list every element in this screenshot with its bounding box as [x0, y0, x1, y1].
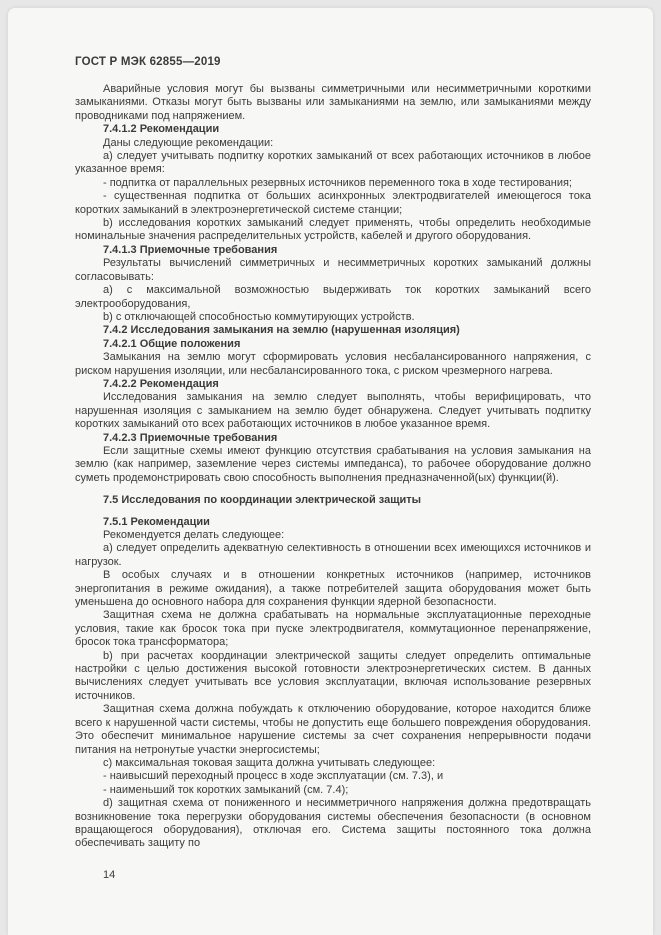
document-header: ГОСТ Р МЭК 62855—2019 — [75, 56, 221, 68]
paragraph: Если защитные схемы имеют функцию отсутствия срабатывания на условия замыкания на землю (как например, заземление через системы импеданса), то рабочее оборудование должно суметь продемонстрировать свою способность выполнения предназначенной(ых) функции(й). — [75, 444, 591, 484]
clause-heading: 7.4.2.2 Рекомендация — [103, 377, 219, 390]
paragraph: b) с отключающей способностью коммутирующих устройств. — [103, 310, 415, 323]
paragraph: Исследования замыкания на землю следует выполнять, чтобы верифицировать, что нарушенная изоляция с замыканием на землю будет обнаружена. Следует учитывать подпитку коротких замыканий ото всех работающих источников в любое указанное время. — [75, 391, 591, 431]
clause-heading: 7.5.1 Рекомендации — [103, 515, 210, 528]
paragraph: c) максимальная токовая защита должна учитывать следующее: — [103, 756, 436, 769]
clause-heading: 7.4.2.3 Приемочные требования — [103, 431, 278, 444]
list-item: - подпитка от параллельных резервных источников переменного тока в ходе тестирования; — [103, 176, 572, 189]
clause-heading: 7.4.1.2 Рекомендации — [103, 123, 220, 136]
paragraph: Рекомендуется делать следующее: — [103, 529, 285, 541]
clause-heading: 7.4.1.3 Приемочные требования — [103, 243, 278, 256]
list-item: - наивысший переходный процесс в ходе эксплуатации (см. 7.3), и — [103, 770, 444, 783]
section-heading: 7.5 Исследования по координации электрической защиты — [103, 494, 422, 507]
list-item: - наименьший ток коротких замыканий (см. 7.4); — [103, 783, 349, 796]
paragraph: Защитная схема должна побуждать к отключению оборудование, которое находится ближе всего к нарушенной части системы, чтобы не допустить еще большего повреждения оборудования. Это обеспечит минимальное нарушение системы за счет сохранения непрерывности подачи питания на нетронутые участки энергосистемы; — [75, 703, 591, 756]
document-body — [75, 83, 591, 882]
paragraph: Результаты вычислений симметричных и несимметричных коротких замыканий должны согласовывать: — [75, 257, 591, 283]
clause-heading: 7.4.2.1 Общие положения — [103, 337, 241, 350]
paragraph: Даны следующие рекомендации: — [103, 136, 274, 149]
clause-heading: 7.4.2 Исследования замыкания на землю (нарушенная изоляция) — [103, 324, 460, 337]
page-number: 14 — [103, 868, 116, 881]
list-item: - существенная подпитка от больших асинхронных электродвигателей имеющегося тока коротких замыканий в электроэнергетической системе станции; — [75, 190, 591, 216]
paragraph: Аварийные условия могут бы вызваны симметричными или несимметричными короткими замыканиями. Отказы могут быть вызваны или замыканиями на землю, или замыканиями между проводниками под напряжением. — [75, 83, 591, 122]
paragraph: a) следует учитывать подпитку коротких замыканий от всех работающих источников в любое указанное время: — [75, 150, 591, 176]
paragraph: b) при расчетах координации электрической защиты следует определить оптимальные настройки с целью достижения высокой готовности электроэнергетических систем. В данных вычислениях следует учитывать все условия эксплуатации, включая использование резервных источников. — [75, 649, 591, 702]
paragraph: В особых случаях и в отношении конкретных источников (например, источников энергопитания в режиме ожидания), а также потребителей защита оборудования может быть уменьшена до основного набора для сохранения функции ядерной безопасности. — [75, 569, 591, 609]
paragraph: Замыкания на землю могут сформировать условия несбалансированного напряжения, с риском нарушения изоляции, или несбалансированного тока, с риском чрезмерного нагрева. — [75, 351, 591, 377]
paragraph: Защитная схема не должна срабатывать на нормальные эксплуатационные переходные условия, такие как бросок тока при пуске электродвигателя, коммутационное перенапряжение, бросок тока трансформатора; — [75, 609, 591, 649]
paragraph: a) следует определить адекватную селективность в отношении всех имеющихся источников и нагрузок. — [75, 542, 591, 568]
paragraph: a) с максимальной возможностью выдерживать ток коротких замыканий всего электрооборудования, — [75, 284, 591, 310]
page-content — [8, 8, 653, 882]
document-page — [8, 8, 653, 935]
paragraph: d) защитная схема от пониженного и несимметричного напряжения должна предотвращать возникновение тока перегрузки оборудования системы обеспечения безопасности (в основном вращающегося оборудования), отключая его. Система защиты постоянного тока должна обеспечивать защиту по — [75, 797, 591, 850]
paragraph: b) исследования коротких замыканий следует применять, чтобы определить необходимые номинальные значения распределительных устройств, кабелей и другого оборудования. — [75, 217, 591, 243]
